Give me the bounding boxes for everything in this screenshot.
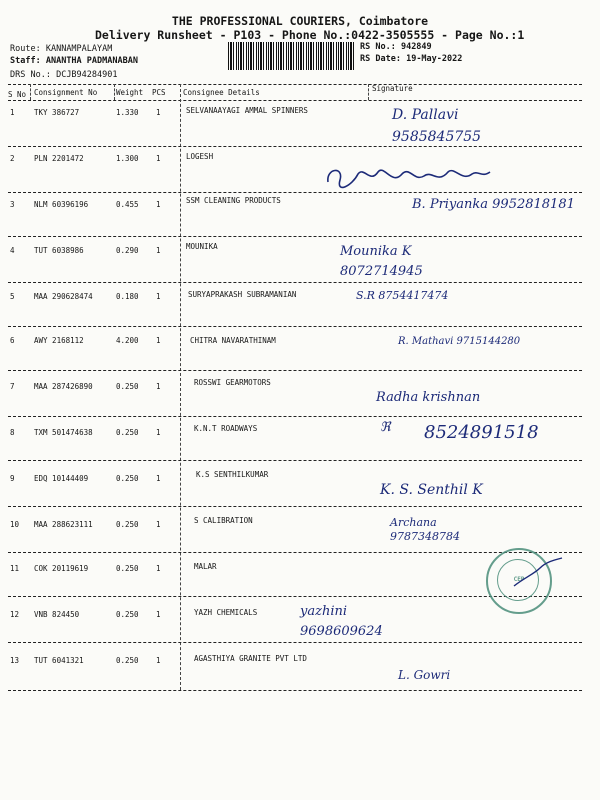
row-6-pcs: 1 bbox=[156, 336, 161, 345]
row-5-sno: 5 bbox=[10, 292, 15, 301]
row-3-consignee: SSM CLEANING PRODUCTS bbox=[186, 196, 281, 205]
row-rule bbox=[8, 552, 582, 553]
row-7-weight: 0.250 bbox=[116, 382, 139, 391]
row-3-sno: 3 bbox=[10, 200, 15, 209]
row-8-sno: 8 bbox=[10, 428, 15, 437]
staff-label: Staff: bbox=[10, 56, 41, 66]
row-4-sno: 4 bbox=[10, 246, 15, 255]
row-4-weight: 0.290 bbox=[116, 246, 139, 255]
row-9-pcs: 1 bbox=[156, 474, 161, 483]
row-4-consignee: MOUNIKA bbox=[186, 242, 218, 251]
row-12-sno: 12 bbox=[10, 610, 20, 619]
row-rule bbox=[8, 192, 582, 193]
row-8-weight: 0.250 bbox=[116, 428, 139, 437]
row-2-consignee: LOGESH bbox=[186, 152, 214, 161]
row-13-consignee: AGASTHIYA GRANITE PVT LTD bbox=[194, 654, 307, 663]
row-9-consignment: EDQ 10144409 bbox=[34, 474, 89, 483]
rs-no-label: RS No.: bbox=[360, 42, 396, 52]
row-12-consignee: YAZH CHEMICALS bbox=[194, 608, 258, 617]
staff-value: ANANTHA PADMANABAN bbox=[45, 56, 138, 66]
row-5-consignment: MAA 290628474 bbox=[34, 292, 93, 301]
col-header-pcs: PCS bbox=[152, 88, 166, 97]
row-6-weight: 4.200 bbox=[116, 336, 139, 345]
row-13-signature: L. Gowri bbox=[398, 668, 451, 682]
col-divider bbox=[114, 84, 115, 100]
row-1-weight: 1.330 bbox=[116, 108, 139, 117]
runsheet-title: Delivery Runsheet - P103 - Phone No.:0422-3505555 - Page No.:1 bbox=[95, 28, 525, 42]
route-label: Route: bbox=[10, 44, 41, 54]
row-2-consignment: PLN 2201472 bbox=[34, 154, 84, 163]
header-top-rule bbox=[8, 84, 582, 85]
row-rule bbox=[8, 326, 582, 327]
col-header-signature: Signature bbox=[372, 84, 413, 93]
row-2-pcs: 1 bbox=[156, 154, 161, 163]
row-rule bbox=[8, 282, 582, 283]
row-10-pcs: 1 bbox=[156, 520, 161, 529]
stamp-center: CEP bbox=[513, 576, 525, 583]
row-2-weight: 1.300 bbox=[116, 154, 139, 163]
row-13-weight: 0.250 bbox=[116, 656, 139, 665]
row-6-sno: 6 bbox=[10, 336, 15, 345]
row-1-sno: 1 bbox=[10, 108, 15, 117]
row-10-consignee: S CALIBRATION bbox=[194, 516, 253, 525]
row-3-signature: B. Priyanka 9952818181 bbox=[412, 197, 575, 212]
row-5-signature: S.R 8754417474 bbox=[356, 289, 449, 302]
rs-date-value: 19-May-2022 bbox=[406, 54, 463, 64]
row-6-signature: R. Mathavi 9715144280 bbox=[398, 336, 521, 347]
drs-line bbox=[10, 70, 118, 80]
row-11-signature-scribble bbox=[510, 556, 566, 592]
row-12-weight: 0.250 bbox=[116, 610, 139, 619]
rs-no-value: 942849 bbox=[400, 42, 432, 52]
row-11-pcs: 1 bbox=[156, 564, 161, 573]
row-9-sno: 9 bbox=[10, 474, 15, 483]
row-8-pcs: 1 bbox=[156, 428, 161, 437]
route-line bbox=[10, 44, 112, 54]
row-rule bbox=[8, 690, 582, 691]
row-4-consignment: TUT 6038986 bbox=[34, 246, 84, 255]
row-12-signature: yazhini 9698609624 bbox=[300, 604, 383, 639]
row-10-weight: 0.250 bbox=[116, 520, 139, 529]
row-11-consignment: COK 20119619 bbox=[34, 564, 89, 573]
row-11-sno: 11 bbox=[10, 564, 20, 573]
col-header-consignee: Consignee Details bbox=[183, 88, 260, 97]
row-9-signature: K. S. Senthil K bbox=[380, 482, 483, 498]
row-6-consignee: CHITRA NAVARATHINAM bbox=[190, 336, 276, 345]
row-13-pcs: 1 bbox=[156, 656, 161, 665]
row-rule bbox=[8, 460, 582, 461]
col-header-weight: Weight bbox=[116, 88, 144, 97]
row-rule bbox=[8, 416, 582, 417]
row-10-sno: 10 bbox=[10, 520, 20, 529]
row-1-consignee: SELVANAAYAGI AMMAL SPINNERS bbox=[186, 106, 308, 115]
row-rule bbox=[8, 370, 582, 371]
col-header-sno: S No bbox=[8, 90, 27, 99]
row-12-consignment: VNB 824450 bbox=[34, 610, 80, 619]
col-divider bbox=[30, 84, 31, 100]
row-rule bbox=[8, 642, 582, 643]
row-2-signature-scribble bbox=[322, 160, 502, 192]
row-9-weight: 0.250 bbox=[116, 474, 139, 483]
row-1-pcs: 1 bbox=[156, 108, 161, 117]
row-7-consignee: ROSSWI GEARMOTORS bbox=[194, 378, 271, 387]
rs-no-line bbox=[360, 42, 432, 52]
row-5-pcs: 1 bbox=[156, 292, 161, 301]
row-3-pcs: 1 bbox=[156, 200, 161, 209]
barcode bbox=[228, 42, 356, 70]
row-rule bbox=[8, 236, 582, 237]
row-2-sno: 2 bbox=[10, 154, 15, 163]
row-8-signature: 8524891518 bbox=[424, 422, 539, 443]
row-7-sno: 7 bbox=[10, 382, 15, 391]
row-3-weight: 0.455 bbox=[116, 200, 139, 209]
row-10-signature: Archana 9787348784 bbox=[390, 516, 460, 543]
row-7-pcs: 1 bbox=[156, 382, 161, 391]
row-13-consignment: TUT 6041321 bbox=[34, 656, 84, 665]
drs-value: DCJB94284901 bbox=[56, 70, 118, 80]
col-header-consignment: Consignment No bbox=[34, 88, 98, 97]
row-5-consignee: SURYAPRAKASH SUBRAMANIAN bbox=[188, 290, 297, 299]
row-8-sig-mark: ℜ bbox=[380, 420, 391, 435]
row-11-weight: 0.250 bbox=[116, 564, 139, 573]
row-4-pcs: 1 bbox=[156, 246, 161, 255]
col-divider bbox=[180, 84, 181, 690]
row-1-signature: D. Pallavi 9585845755 bbox=[392, 107, 482, 145]
staff-line bbox=[10, 56, 138, 66]
rs-date-label: RS Date: bbox=[360, 54, 401, 64]
row-13-sno: 13 bbox=[10, 656, 20, 665]
col-divider bbox=[368, 84, 369, 100]
route-value: KANNAMPALAYAM bbox=[45, 44, 113, 54]
row-rule bbox=[8, 506, 582, 507]
row-3-consignment: NLM 60396196 bbox=[34, 200, 89, 209]
row-12-pcs: 1 bbox=[156, 610, 161, 619]
row-5-weight: 0.180 bbox=[116, 292, 139, 301]
row-7-signature: Radha krishnan bbox=[376, 390, 481, 405]
header-bottom-rule bbox=[8, 100, 582, 101]
row-10-consignment: MAA 288623111 bbox=[34, 520, 93, 529]
row-11-consignee: MALAR bbox=[194, 562, 217, 571]
row-1-consignment: TKY 386727 bbox=[34, 108, 80, 117]
row-8-consignment: TXM 501474638 bbox=[34, 428, 93, 437]
row-8-consignee: K.N.T ROADWAYS bbox=[194, 424, 258, 433]
company-title: THE PROFESSIONAL COURIERS, Coimbatore bbox=[171, 14, 429, 28]
rs-date-line bbox=[360, 54, 462, 64]
row-7-consignment: MAA 287426890 bbox=[34, 382, 93, 391]
row-4-signature: Mounika K 8072714945 bbox=[340, 244, 423, 279]
row-9-consignee: K.S SENTHILKUMAR bbox=[196, 470, 269, 479]
row-6-consignment: AWY 2168112 bbox=[34, 336, 84, 345]
drs-label: DRS No.: bbox=[10, 70, 51, 80]
